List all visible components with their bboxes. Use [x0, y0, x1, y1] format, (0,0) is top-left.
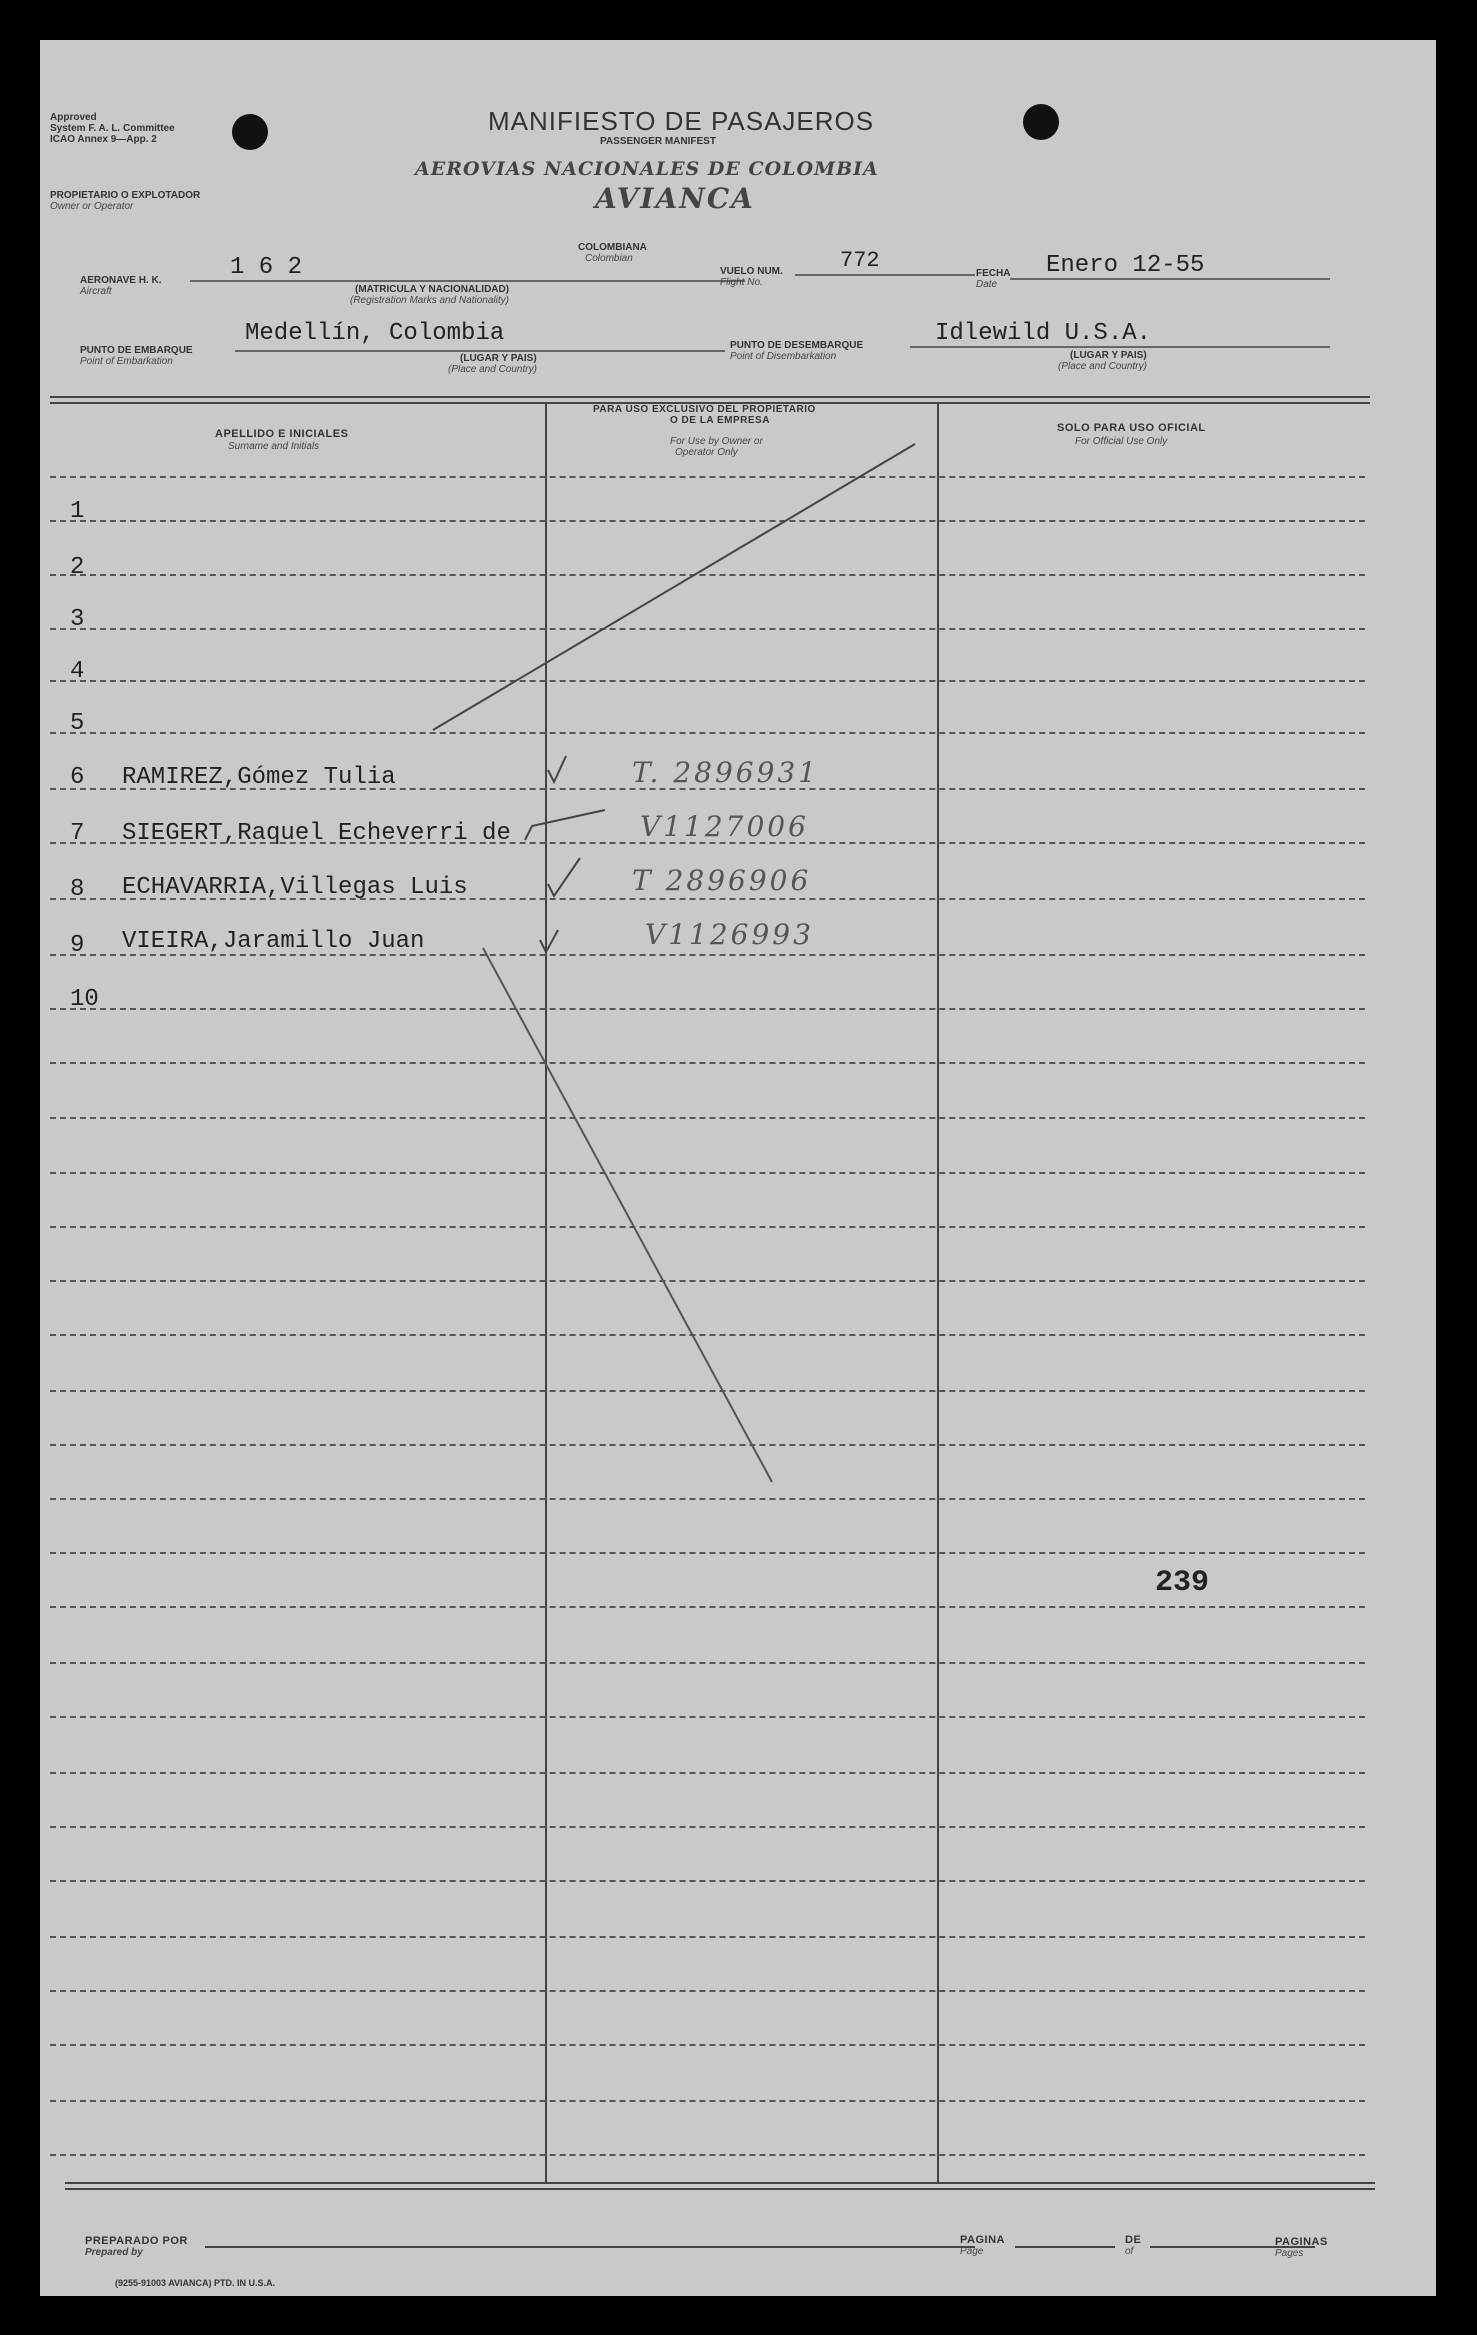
airline-name: AEROVIAS NACIONALES DE COLOMBIA [415, 158, 879, 180]
registration-label-en: (Registration Marks and Nationality) [350, 295, 509, 306]
date-label-en: Date [976, 279, 998, 290]
owner-label: PROPIETARIO O EXPLOTADOR [50, 190, 201, 201]
row-number: 2 [70, 554, 85, 581]
nationality-label: COLOMBIANA [578, 242, 647, 253]
column-header-owner-2: O DE LA EMPRESA [670, 415, 770, 426]
row-number: 1 [70, 498, 85, 525]
flight-label: VUELO NUM. [720, 266, 783, 277]
embark-label-en: Point of Embarkation [80, 356, 173, 367]
flight-value: 772 [840, 248, 880, 273]
pen-marks [40, 40, 1436, 2296]
column-header-official: SOLO PARA USO OFICIAL [1057, 422, 1206, 434]
pen-stroke-upper [433, 444, 915, 730]
date-value: Enero 12-55 [1046, 252, 1205, 279]
passenger-name: SIEGERT,Raquel Echeverri de [122, 820, 511, 847]
date-label: FECHA [976, 268, 1011, 279]
pages-label: PAGINAS [1275, 2236, 1328, 2248]
page-label: PAGINA [960, 2234, 1005, 2246]
column-header-owner-en-2: Operator Only [675, 447, 738, 458]
check-mark [548, 756, 566, 782]
pen-stroke-lower [483, 948, 772, 1482]
table-bottom-rule [65, 2182, 1375, 2184]
prepared-label-en: Prepared by [85, 2247, 143, 2258]
pages-label-en: Pages [1275, 2248, 1304, 2259]
row-number: 3 [70, 606, 85, 633]
ticket-note: T 2896906 [632, 864, 812, 897]
column-header-owner-en: For Use by Owner or [670, 436, 763, 447]
disembark-label: PUNTO DE DESEMBARQUE [730, 340, 864, 351]
of-label: DE [1125, 2234, 1142, 2246]
row-number: 8 [70, 876, 85, 903]
airline-brand: AVIANCA [595, 182, 755, 215]
ticket-note: T. 2896931 [632, 756, 820, 789]
approved-line-2: System F. A. L. Committee [50, 123, 175, 134]
embark-label: PUNTO DE EMBARQUE [80, 345, 193, 356]
embark-value: Medellín, Colombia [245, 320, 505, 347]
page-underline [1015, 2246, 1115, 2248]
passenger-name: RAMIREZ,Gómez Tulia [122, 764, 396, 791]
prepared-underline [205, 2246, 975, 2248]
aircraft-value: 1 6 2 [230, 254, 303, 281]
stamp-number: 239 [1155, 1566, 1210, 1600]
disembark-label-en: Point of Disembarkation [730, 351, 837, 362]
manifest-title: MANIFIESTO DE PASAJEROS [488, 106, 875, 136]
disembark-place-label-en: (Place and Country) [1058, 361, 1147, 372]
of-label-en: of [1125, 2246, 1134, 2257]
page-label-en: Page [960, 2246, 984, 2257]
row-number: 9 [70, 932, 85, 959]
print-note: (9255-91003 AVIANCA) PTD. IN U.S.A. [115, 2278, 276, 2288]
prepared-label: PREPARADO POR [85, 2235, 188, 2247]
row-number: 10 [70, 986, 99, 1013]
column-header-name: APELLIDO E INICIALES [215, 428, 349, 440]
owner-label-en: Owner or Operator [50, 201, 134, 212]
manifest-sheet [40, 40, 1436, 2296]
column-header-name-en: Surname and Initials [228, 441, 320, 452]
table-bottom-rule-2 [65, 2188, 1375, 2190]
row-number: 4 [70, 658, 85, 685]
disembark-value: Idlewild U.S.A. [935, 320, 1152, 347]
approved-line-3: ICAO Annex 9—App. 2 [50, 134, 157, 145]
row-number: 5 [70, 710, 85, 737]
nationality-label-en: Colombian [585, 253, 633, 264]
manifest-title-en: PASSENGER MANIFEST [600, 136, 716, 147]
column-header-owner: PARA USO EXCLUSIVO DEL PROPIETARIO [593, 404, 816, 415]
passenger-name: ECHAVARRIA,Villegas Luis [122, 874, 468, 901]
row-number: 7 [70, 820, 85, 847]
embark-place-label-en: (Place and Country) [448, 364, 537, 375]
approved-line-1: Approved [50, 112, 97, 123]
aircraft-label: AERONAVE H. K. [80, 275, 162, 286]
registration-label: (MATRICULA Y NACIONALIDAD) [355, 284, 510, 295]
flight-label-en: Flight No. [720, 277, 763, 288]
aircraft-label-en: Aircraft [80, 286, 112, 297]
row-number: 6 [70, 764, 85, 791]
ticket-note: V1126993 [645, 918, 814, 951]
ticket-note: V1127006 [640, 810, 809, 843]
check-mark [548, 858, 580, 896]
check-mark [540, 930, 558, 952]
column-header-official-en: For Official Use Only [1075, 436, 1168, 447]
embark-place-label: (LUGAR Y PAIS) [460, 353, 537, 364]
check-mark [525, 810, 605, 840]
disembark-place-label: (LUGAR Y PAIS) [1070, 350, 1147, 361]
passenger-name: VIEIRA,Jaramillo Juan [122, 928, 425, 955]
